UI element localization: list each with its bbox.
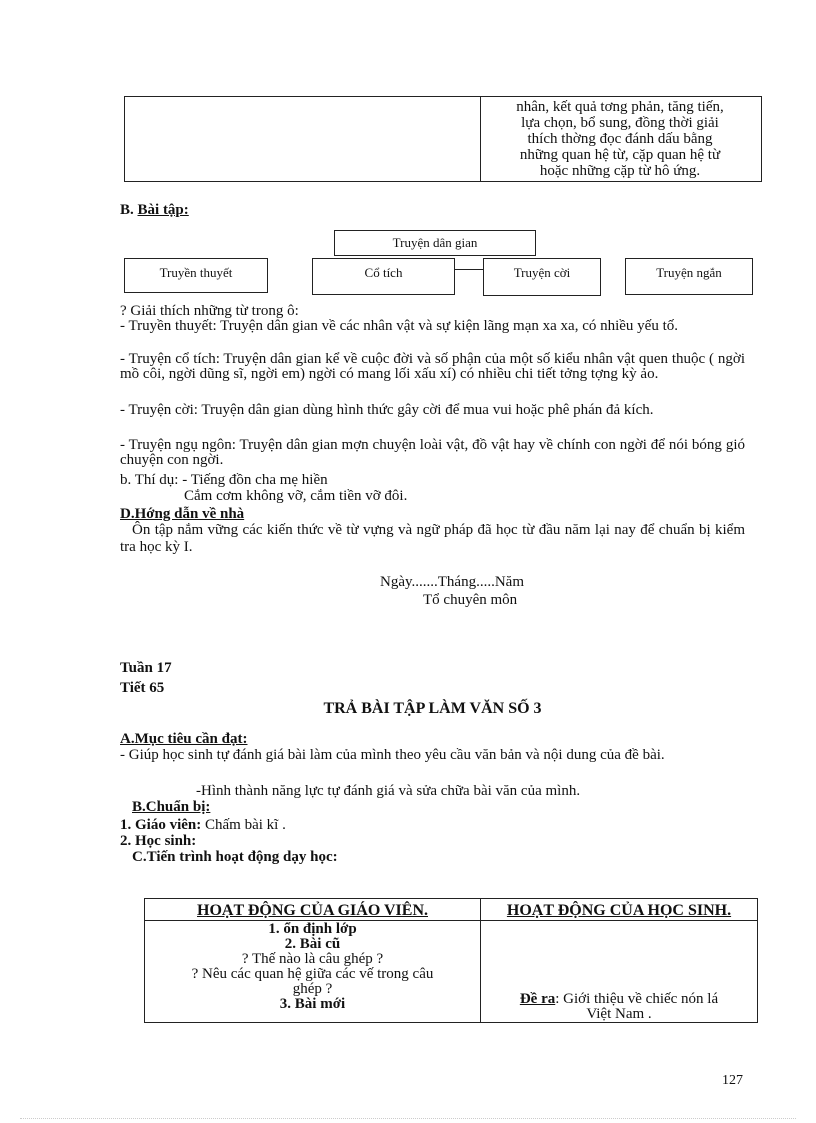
section-b-title: Bài tập: [137,202,189,218]
student-line-2: Việt Nam . [586,1006,652,1022]
step-3-label: 3. Bài mới [279,996,346,1012]
diagram-label: Truyện cời [513,265,571,280]
activity-teacher-content [144,922,481,1012]
section-b-prefix: B. [120,202,138,218]
diagram-label: Cổ tích [364,265,403,280]
lesson-title: TRẢ BÀI TẬP LÀM VĂN SỐ 3 [323,700,542,717]
top-table-line: nhân, kết quả tơng phản, tăng tiến, [516,99,724,115]
diagram-label: Truyền thuyết [159,265,233,280]
top-table-right-text [470,99,770,179]
diagram-box-fairy-tale [312,258,455,295]
section-b-heading [120,202,189,218]
diagram-root-box [334,230,536,256]
step-1-label: 1. ổn định lớp [268,921,357,937]
explanation-fairy-tale: - Truyện cổ tích: Truyện dân gian kể về cuộc đời và số phận của một số kiểu nhân vật quen thuộc ( ngời mồ côi, ngời dũng sĩ, ngời em) ngời có mang lối xấu xí) có nhiều chi tiết tởng tợng kỳ ảo. [120,351,745,382]
teacher-value: Chấm bài kĩ . [201,817,286,833]
top-table-line: những quan hệ từ, cặp quan hệ từ [519,147,721,163]
activity-student-content [480,992,758,1022]
activity-header-student: HOẠT ĐỘNG CỦA HỌC SINH. [506,902,732,919]
assignment-text: : Giới thiệu về chiếc nón lá [555,991,719,1007]
section-a-line-2: -Hình thành năng lực tự đánh giá và sửa chữa bài văn của mình. [196,783,581,799]
top-table-line: lựa chọn, bổ sung, đồng thời giải [521,115,719,131]
question-line: ? Giải thích những từ trong ô: [120,303,299,319]
question-2-cont: ghép ? [292,981,333,997]
top-table-line: thích thờng đọc đánh dấu bằng [527,131,713,147]
section-c-title: C.Tiến trình hoạt động dạy học: [132,849,338,865]
student-line-1 [480,992,758,1007]
diagram-connector [455,269,484,270]
example-line-2: Cắm cơm không vỡ, cắm tiền vỡ đôi. [184,488,408,504]
top-table-left-cell [124,96,481,182]
teacher-label: 1. Giáo viên: [120,817,202,833]
section-b2-title: B.Chuẩn bị: [132,799,211,815]
activity-header-teacher: HOẠT ĐỘNG CỦA GIÁO VIÊN. [197,902,428,919]
section-d-paragraph: Ôn tập nắm vững các kiến thức về từ vựng và ngữ pháp đã học từ đầu năm lại nay để chuẩn bị kiểm tra học kỳ I. [120,522,745,555]
question-2: ? Nêu các quan hệ giữa các vế trong câu [191,966,434,982]
step-2-label: 2. Bài cũ [284,936,341,952]
diagram-box-humor [483,258,601,296]
diagram-root-label: Truyện dân gian [392,235,478,250]
example-line-1: b. Thí dụ: - Tiếng đồn cha mẹ hiền [120,472,328,488]
question-1: ? Thế nào là câu ghép ? [241,951,384,967]
signature-date: Ngày.......Tháng.....Năm [380,574,524,590]
teacher-prep [120,817,286,833]
diagram-label: Truyện ngắn [656,265,722,280]
student-prep: 2. Học sinh: [120,833,197,849]
page-number: 127 [722,1073,743,1088]
assignment-label: Đề ra [519,991,556,1007]
section-d-title: D.Hớng dẫn về nhà [120,506,245,522]
page-bottom-rule [20,1118,796,1119]
signature-role: Tổ chuyên môn [423,592,518,608]
diagram-box-short [625,258,753,295]
period-label: Tiết 65 [120,680,165,696]
explanation-fable: - Truyện ngụ ngôn: Truyện dân gian mợn chuyện loài vật, đồ vật hay về chính con ngời để nói bóng gió chuyện con ngời. [120,437,745,468]
explanation-legend: - Truyền thuyết: Truyện dân gian về các nhân vật và sự kiện lãng mạn xa xa, có nhiều yếu tố. [120,318,679,334]
diagram-box-legend [124,258,268,293]
explanation-humor: - Truyện cời: Truyện dân gian dùng hình thức gây cời để mua vui hoặc phê phán đả kích. [120,402,654,418]
section-a-title: A.Mục tiêu cần đạt: [120,731,248,747]
week-label: Tuần 17 [120,660,172,676]
section-a-line-1: - Giúp học sinh tự đánh giá bài làm của mình theo yêu cầu văn bản và nội dung của đề bài. [120,747,665,763]
top-table-line: hoặc những cặp từ hô ứng. [539,163,701,179]
